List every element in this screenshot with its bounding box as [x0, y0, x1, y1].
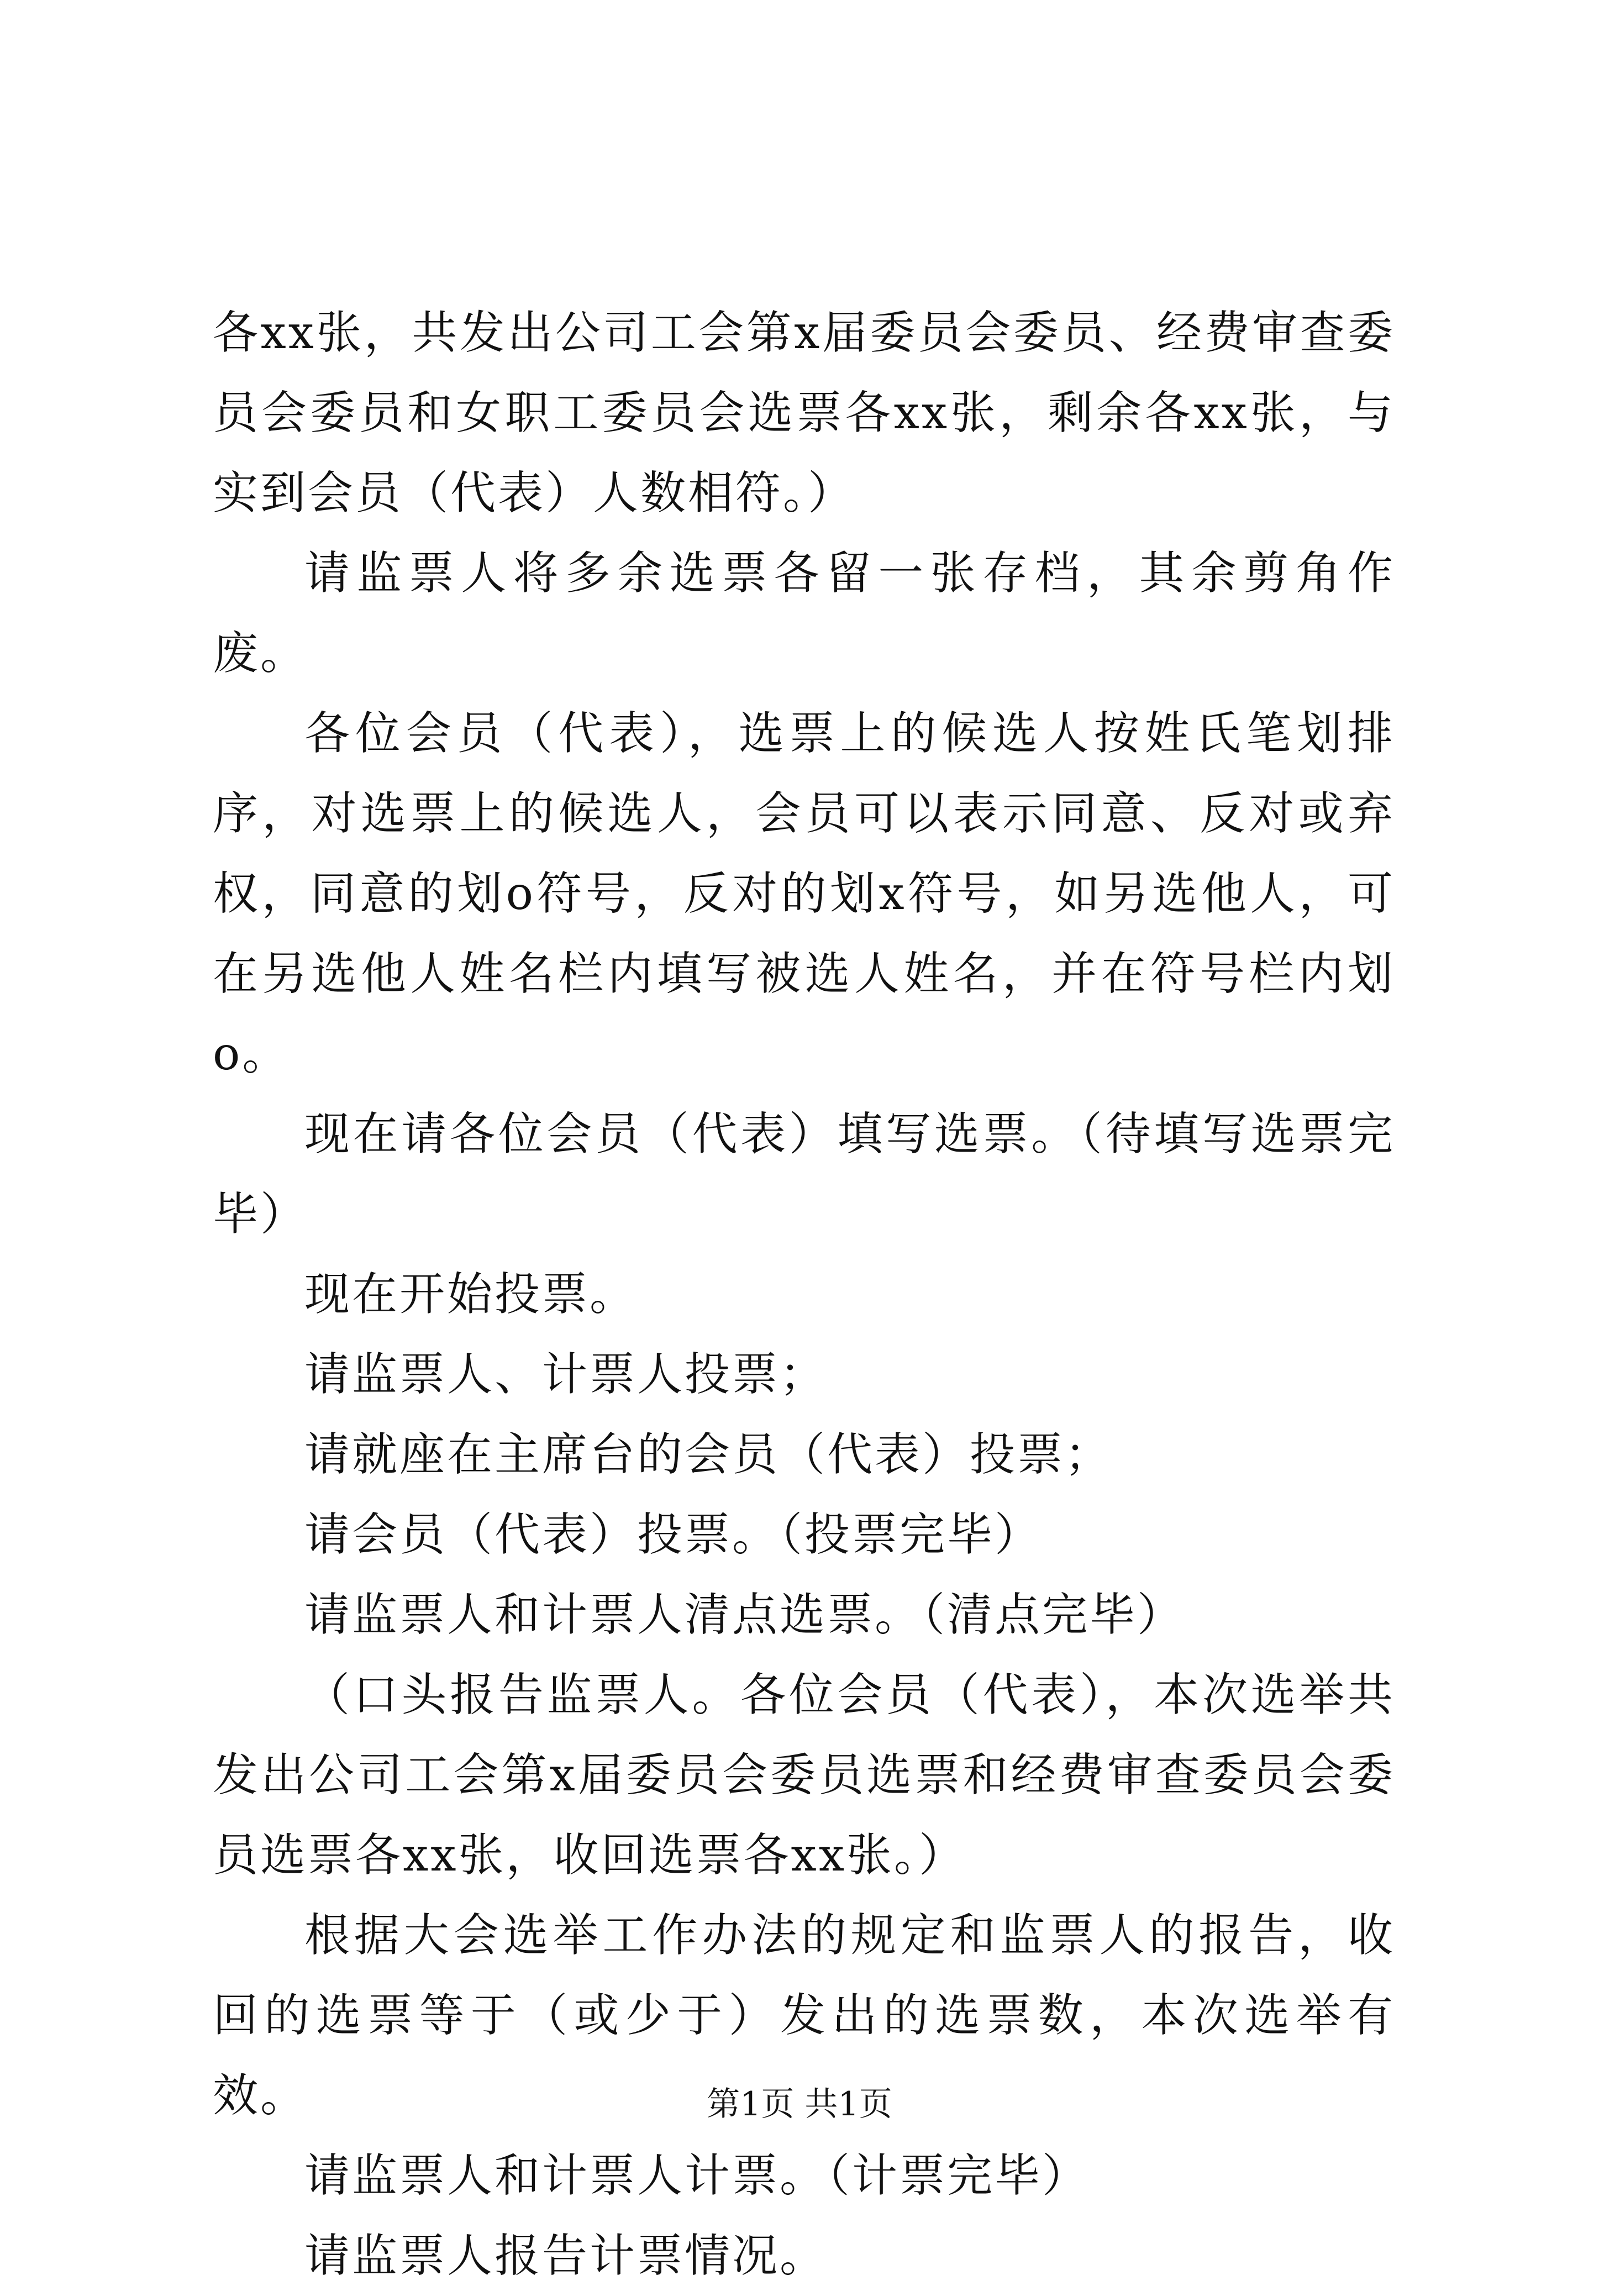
- page-footer: 第1页 共1页: [707, 2085, 892, 2124]
- paragraph-oral-report: （口头报告监票人。各位会员（代表），本次选举共发出公司工会第x届委员会委员选票和经费审查委员会委员选票各xx张，收回选票各xx张。）: [213, 1669, 1395, 1882]
- paragraph-archive-ballots: 请监票人将多余选票各留一张存档，其余剪角作废。: [213, 547, 1395, 680]
- paragraph-count-ballots: 请监票人和计票人清点选票。（清点完毕）: [304, 1589, 1185, 1641]
- paragraph-report-tally: 请监票人报告计票情况。: [304, 2230, 828, 2282]
- paragraph-monitors-vote: 请监票人、计票人投票；: [304, 1348, 828, 1401]
- paragraph-tally-votes: 请监票人和计票人计票。（计票完毕）: [304, 2150, 1090, 2202]
- paragraph-voting-instructions: 各位会员（代表），选票上的候选人按姓氏笔划排序，对选票上的候选人，会员可以表示同意、反对或弃权，同意的划o符号，反对的划x符号，如另选他人，可在另选他人姓名栏内填写被选人姓名，并在符号栏内划o。: [213, 707, 1395, 1080]
- paragraph-start-voting: 现在开始投票。: [304, 1268, 638, 1321]
- paragraph-ballot-count: 各xx张，共发出公司工会第x届委员会委员、经费审查委员会委员和女职工委员会选票各xx张，剩余各xx张，与实到会员（代表）人数相符。）: [213, 307, 1395, 519]
- paragraph-election-valid: 根据大会选举工作办法的规定和监票人的报告，收回的选票等于（或少于）发出的选票数，本次选举有效。: [213, 1909, 1395, 2122]
- paragraph-fill-ballots: 现在请各位会员（代表）填写选票。（待填写选票完毕）: [213, 1108, 1395, 1241]
- paragraph-members-vote: 请会员（代表）投票。（投票完毕）: [304, 1509, 1043, 1561]
- paragraph-rostrum-vote: 请就座在主席台的会员（代表）投票；: [304, 1428, 1113, 1481]
- document-body: [213, 293, 1395, 2296]
